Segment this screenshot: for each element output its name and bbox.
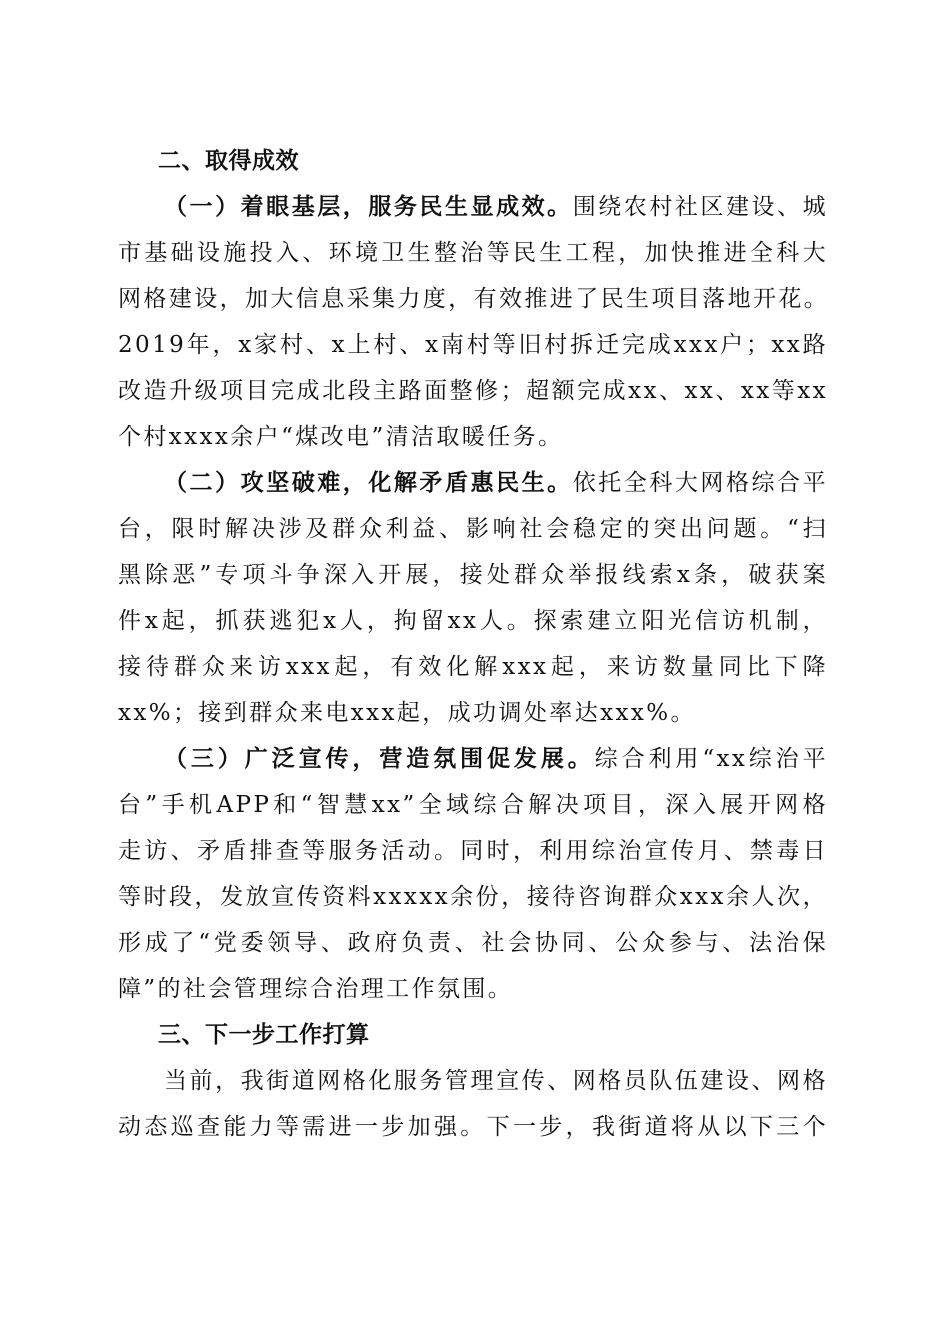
paragraph-line: 市基础设施投入、环境卫生整治等民生工程，加快推进全科大 [118,240,828,266]
section-heading-achievements: 二、取得成效 [158,148,299,174]
paragraph-line: xx%；接到群众来电xxx起，成功调处率达xxx%。 [118,700,696,726]
item-title: （三）广泛宣传，营造氛围促发展。 [164,746,595,772]
paragraph-line: 件x起，抓获逃犯x人，拘留xx人。探索建立阳光信访机制， [118,608,828,634]
paragraph-line: 2019年，x家村、x上村、x南村等旧村拆迁完成xxx户；xx路 [118,332,828,358]
paragraph-line: 走访、矛盾排查等服务活动。同时，利用综治宣传月、禁毒日 [118,838,828,864]
paragraph-line: 障”的社会管理综合治理工作氛围。 [118,976,514,1002]
paragraph-line: （三）广泛宣传，营造氛围促发展。综合利用“xx综治平 [164,746,828,772]
paragraph-line: 网格建设，加大信息采集力度，有效推进了民生项目落地开花。 [118,286,830,312]
paragraph-line: 台，限时解决涉及群众利益、影响社会稳定的突出问题。“扫 [118,516,828,542]
paragraph-line: 接待群众来访xxx起，有效化解xxx起，来访数量同比下降 [118,654,828,680]
item-title: （一）着眼基层，服务民生显成效。 [164,194,573,220]
paragraph-line: 黑除恶”专项斗争深入开展，接处群众举报线索x条，破获案 [118,562,828,588]
paragraph-line: （二）攻坚破难，化解矛盾惠民生。依托全科大网格综合平 [164,470,828,496]
item-title: （二）攻坚破难，化解矛盾惠民生。 [164,470,573,496]
paragraph-line: 动态巡查能力等需进一步加强。下一步，我街道将从以下三个 [118,1114,828,1140]
paragraph-line: 等时段，发放宣传资料xxxxx余份，接待咨询群众xxx余人次， [118,884,828,910]
paragraph-line: （一）着眼基层，服务民生显成效。围绕农村社区建设、城 [164,194,828,220]
paragraph-line: 形成了“党委领导、政府负责、社会协同、公众参与、法治保 [118,930,828,956]
paragraph-line: 改造升级项目完成北段主路面整修；超额完成xx、xx、xx等xx [118,378,828,404]
paragraph-line: 个村xxxx余户“煤改电”清洁取暖任务。 [118,424,564,450]
paragraph-line: 台”手机APP和“智慧xx”全域综合解决项目，深入展开网格 [118,792,828,818]
paragraph-line: 当前，我街道网格化服务管理宣传、网格员队伍建设、网格 [164,1068,828,1094]
section-heading-next-steps: 三、下一步工作打算 [158,1022,370,1048]
